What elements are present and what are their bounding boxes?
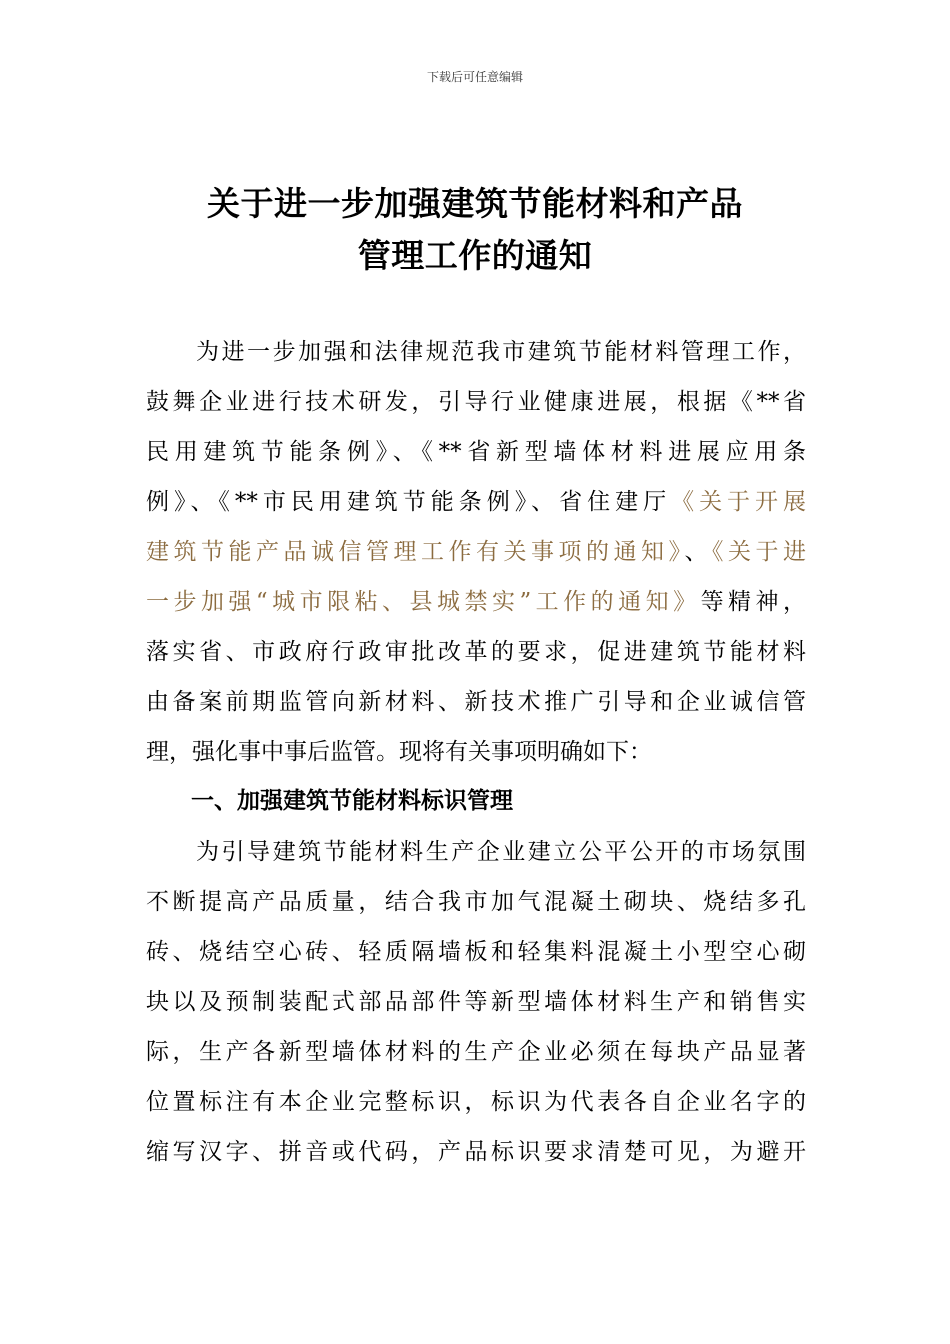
- paragraph-1-line-5: [146, 527, 806, 577]
- paragraph-2-line-5: 际，生产各新型墙体材料的生产企业必须在每块产品显著: [146, 1039, 806, 1065]
- reference-link: 《关于开展: [671, 489, 807, 515]
- paragraph-2-line-1: 为引导建筑节能材料生产企业建立公平公开的市场氛围: [196, 839, 806, 865]
- paragraph-2-line-3: 砖、烧结空心砖、轻质隔墙板和轻集料混凝土小型空心砌: [146, 939, 806, 965]
- paragraph-2-line-4: 块以及预制装配式部品部件等新型墙体材料生产和销售实: [146, 989, 806, 1015]
- paragraph-2-line-6: 位置标注有本企业完整标识，标识为代表各自企业名字的: [146, 1089, 806, 1115]
- paragraph-1-line-7: 落实省、市政府行政审批改革的要求，促进建筑节能材料: [146, 639, 806, 665]
- section-heading-1: 一、加强建筑节能材料标识管理: [191, 788, 513, 814]
- paragraph-1-line-9: 理，强化事中事后监管。现将有关事项明确如下：: [146, 739, 652, 765]
- paragraph-1-line-4: [146, 477, 806, 527]
- text-run: 例》、《**市民用建筑节能条例》、省住建厅: [146, 489, 672, 515]
- text-run: 、: [684, 539, 712, 565]
- reference-link: 建筑节能产品诚信管理工作有关事项的通知》: [146, 539, 685, 565]
- paragraph-1-line-2: 鼓舞企业进行技术研发，引导行业健康进展，根据《**省: [146, 389, 806, 415]
- reference-link: 《关于进: [712, 539, 806, 565]
- title-line-1: 关于进一步加强建筑节能材料和产品: [207, 184, 743, 223]
- title-line-2: 管理工作的通知: [357, 236, 593, 275]
- paragraph-2-line-2: 不断提高产品质量，结合我市加气混凝土砌块、烧结多孔: [146, 889, 806, 915]
- paragraph-1-line-8: 由备案前期监管向新材料、新技术推广引导和企业诚信管: [146, 689, 806, 715]
- document-title: [0, 178, 950, 282]
- paragraph-1-line-3: 民用建筑节能条例》、《**省新型墙体材料进展应用条: [146, 439, 806, 465]
- reference-link: 一步加强“城市限粘、县城禁实”工作的通知》: [146, 589, 701, 615]
- paragraph-2-line-7: 缩写汉字、拼音或代码，产品标识要求清楚可见，为避开: [146, 1139, 806, 1165]
- paragraph-1-line-1: 为进一步加强和法律规范我市建筑节能材料管理工作，: [196, 339, 806, 365]
- header-note: 下载后可任意编辑: [426, 70, 523, 84]
- paragraph-1-line-6: [146, 577, 806, 627]
- text-run: 等精神，: [700, 589, 806, 615]
